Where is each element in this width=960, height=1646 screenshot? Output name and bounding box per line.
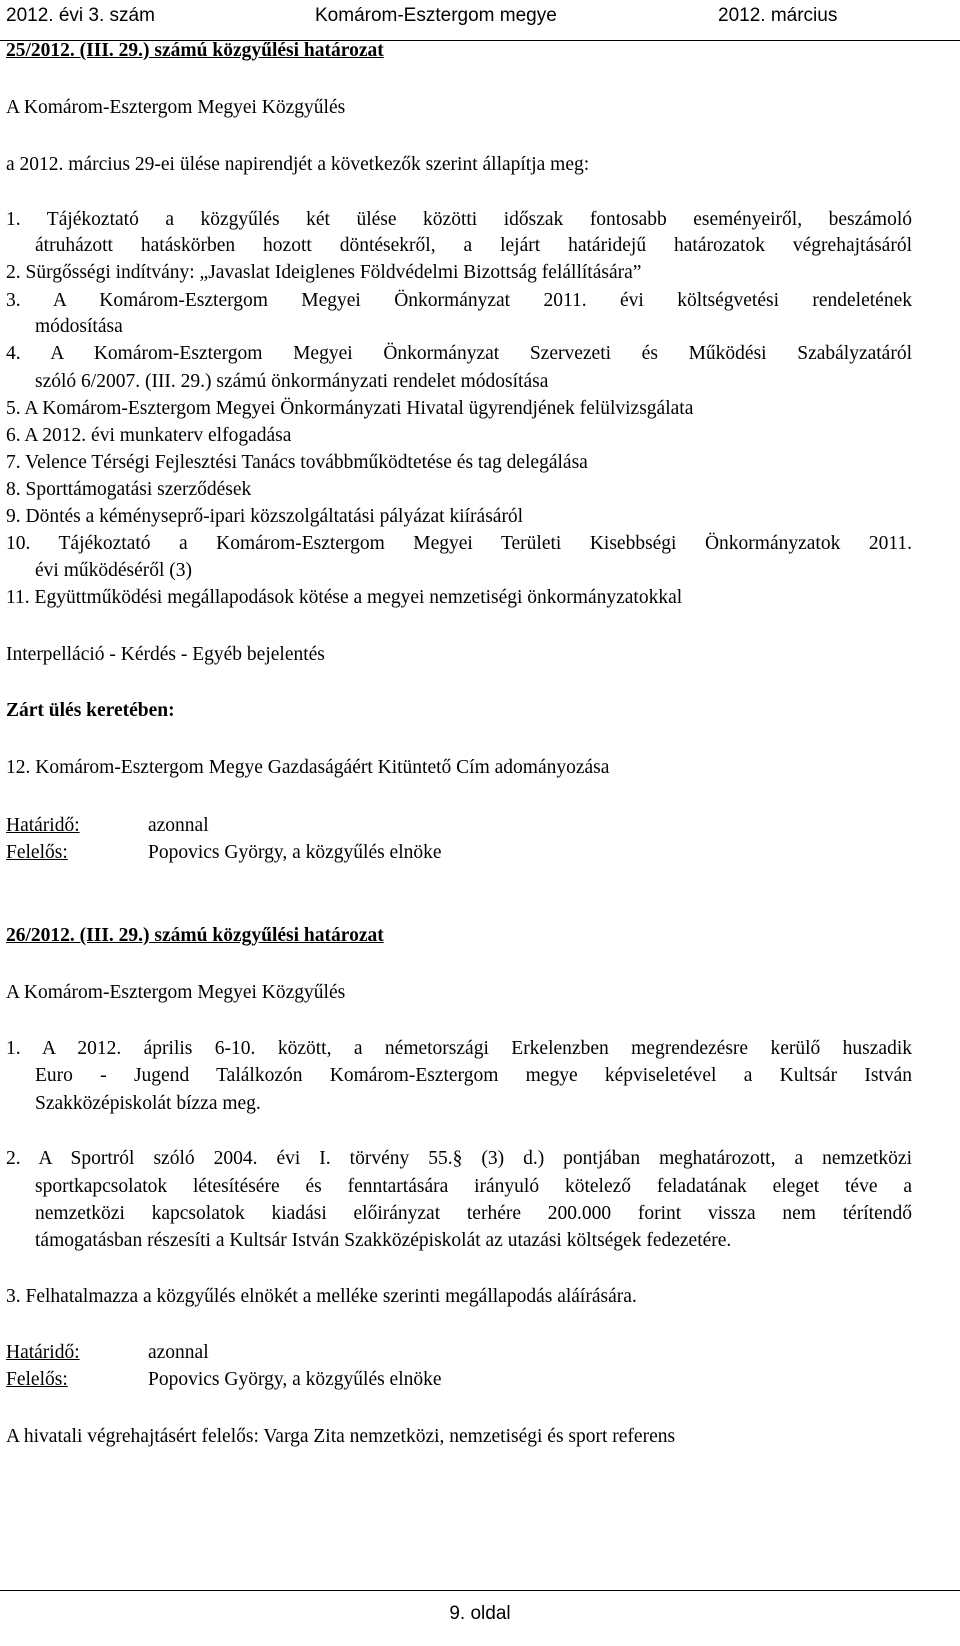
agenda-item-10-line1: 10. Tájékoztató a Komárom-Esztergom Megyei Területi Kisebbségi Önkormányzatok 2011. (6, 533, 912, 554)
page-footer (0, 1590, 960, 1624)
page-number: 9. oldal (449, 1603, 511, 1624)
agenda-item-11: 11. Együttműködési megállapodások kötése a megyei nemzetiségi önkormányzatokkal (6, 587, 683, 608)
header-issue: 2012. évi 3. szám (6, 5, 155, 26)
interpellation-line: Interpelláció - Kérdés - Egyéb bejelentés (6, 644, 325, 665)
resolution-25-title: 25/2012. (III. 29.) számú közgyűlési határozat (6, 40, 384, 61)
agenda-item-4-line2: szóló 6/2007. (III. 29.) számú önkormányzati rendelet módosítása (35, 371, 549, 392)
resolution-26-body: A Komárom-Esztergom Megyei Közgyűlés (6, 982, 346, 1003)
agenda-item-2: 2. Sürgősségi indítvány: „Javaslat Ideiglenes Földvédelmi Bizottság felállítására” (6, 262, 642, 283)
agenda-item-1-line1: 1. Tájékoztató a közgyűlés két ülése közötti időszak fontosabb eseményeiről, beszámoló (6, 209, 912, 230)
header-month: 2012. március (718, 5, 838, 26)
office-responsible-line: A hivatali végrehajtásért felelős: Varga Zita nemzetközi, nemzetiségi és sport referens (6, 1426, 676, 1447)
agenda-item-6: 6. A 2012. évi munkaterv elfogadása (6, 425, 292, 446)
responsible-label: Felelős: (6, 842, 68, 863)
closed-session-heading: Zárt ülés keretében: (6, 700, 175, 721)
agenda-item-7: 7. Velence Térségi Fejlesztési Tanács továbbműködtetése és tag delegálása (6, 452, 588, 473)
res26-deadline-label: Határidő: (6, 1342, 80, 1363)
agenda-item-1-line2: átruházott hatáskörben hozott döntésekről, a lejárt határidejű határozatok végrehajtásáról (35, 235, 912, 256)
res26-point-1-line3: Szakközépiskolát bízza meg. (35, 1093, 261, 1114)
res26-point-2-line1: 2. A Sportról szóló 2004. évi I. törvény 55.§ (3) d.) pontjában meghatározott, a nemzetközi (6, 1148, 912, 1169)
res26-responsible-label: Felelős: (6, 1369, 68, 1390)
agenda-item-10-line2: évi működéséről (3) (35, 560, 193, 581)
resolution-25-body: A Komárom-Esztergom Megyei Közgyűlés (6, 97, 346, 118)
agenda-item-12: 12. Komárom-Esztergom Megye Gazdaságáért Kitüntető Cím adományozása (6, 757, 610, 778)
res26-point-1-line1: 1. A 2012. április 6-10. között, a németországi Erkelenzben megrendezésre kerülő huszadik (6, 1038, 912, 1059)
agenda-item-4-line1: 4. A Komárom-Esztergom Megyei Önkormányzat Szervezeti és Működési Szabályzatáról (6, 343, 912, 364)
res26-point-2-line3: nemzetközi kapcsolatok kiadási előirányzat terhére 200.000 forint vissza nem térítendő (35, 1203, 912, 1224)
res26-deadline-value: azonnal (148, 1342, 209, 1363)
res26-responsible-value: Popovics György, a közgyűlés elnöke (148, 1369, 442, 1390)
responsible-value: Popovics György, a közgyűlés elnöke (148, 842, 442, 863)
header-county: Komárom-Esztergom megye (315, 5, 557, 26)
res26-point-1-line2: Euro - Jugend Találkozón Komárom-Esztergom megye képviseletével a Kultsár István (35, 1065, 912, 1086)
res26-point-2-line4: támogatásban részesíti a Kultsár István Szakközépiskolát az utazási költségek fedezetére. (35, 1230, 732, 1251)
deadline-label: Határidő: (6, 815, 80, 836)
page-header (0, 0, 960, 41)
agenda-item-3-line1: 3. A Komárom-Esztergom Megyei Önkormányzat 2011. évi költségvetési rendeletének (6, 290, 912, 311)
deadline-value: azonnal (148, 815, 209, 836)
agenda-item-3-line2: módosítása (35, 316, 123, 337)
res26-point-2-line2: sportkapcsolatok létesítésére és fenntartására irányuló kötelező feladatának eleget téve a (35, 1176, 912, 1197)
resolution-25-intro: a 2012. március 29-ei ülése napirendjét a következők szerint állapítja meg: (6, 154, 590, 175)
res26-point-3: 3. Felhatalmazza a közgyűlés elnökét a melléke szerinti megállapodás aláírására. (6, 1286, 637, 1307)
agenda-item-5: 5. A Komárom-Esztergom Megyei Önkormányzati Hivatal ügyrendjének felülvizsgálata (6, 398, 694, 419)
agenda-item-8: 8. Sporttámogatási szerződések (6, 479, 252, 500)
agenda-item-9: 9. Döntés a kéményseprő-ipari közszolgáltatási pályázat kiírásáról (6, 506, 524, 527)
resolution-26-title: 26/2012. (III. 29.) számú közgyűlési határozat (6, 925, 384, 946)
